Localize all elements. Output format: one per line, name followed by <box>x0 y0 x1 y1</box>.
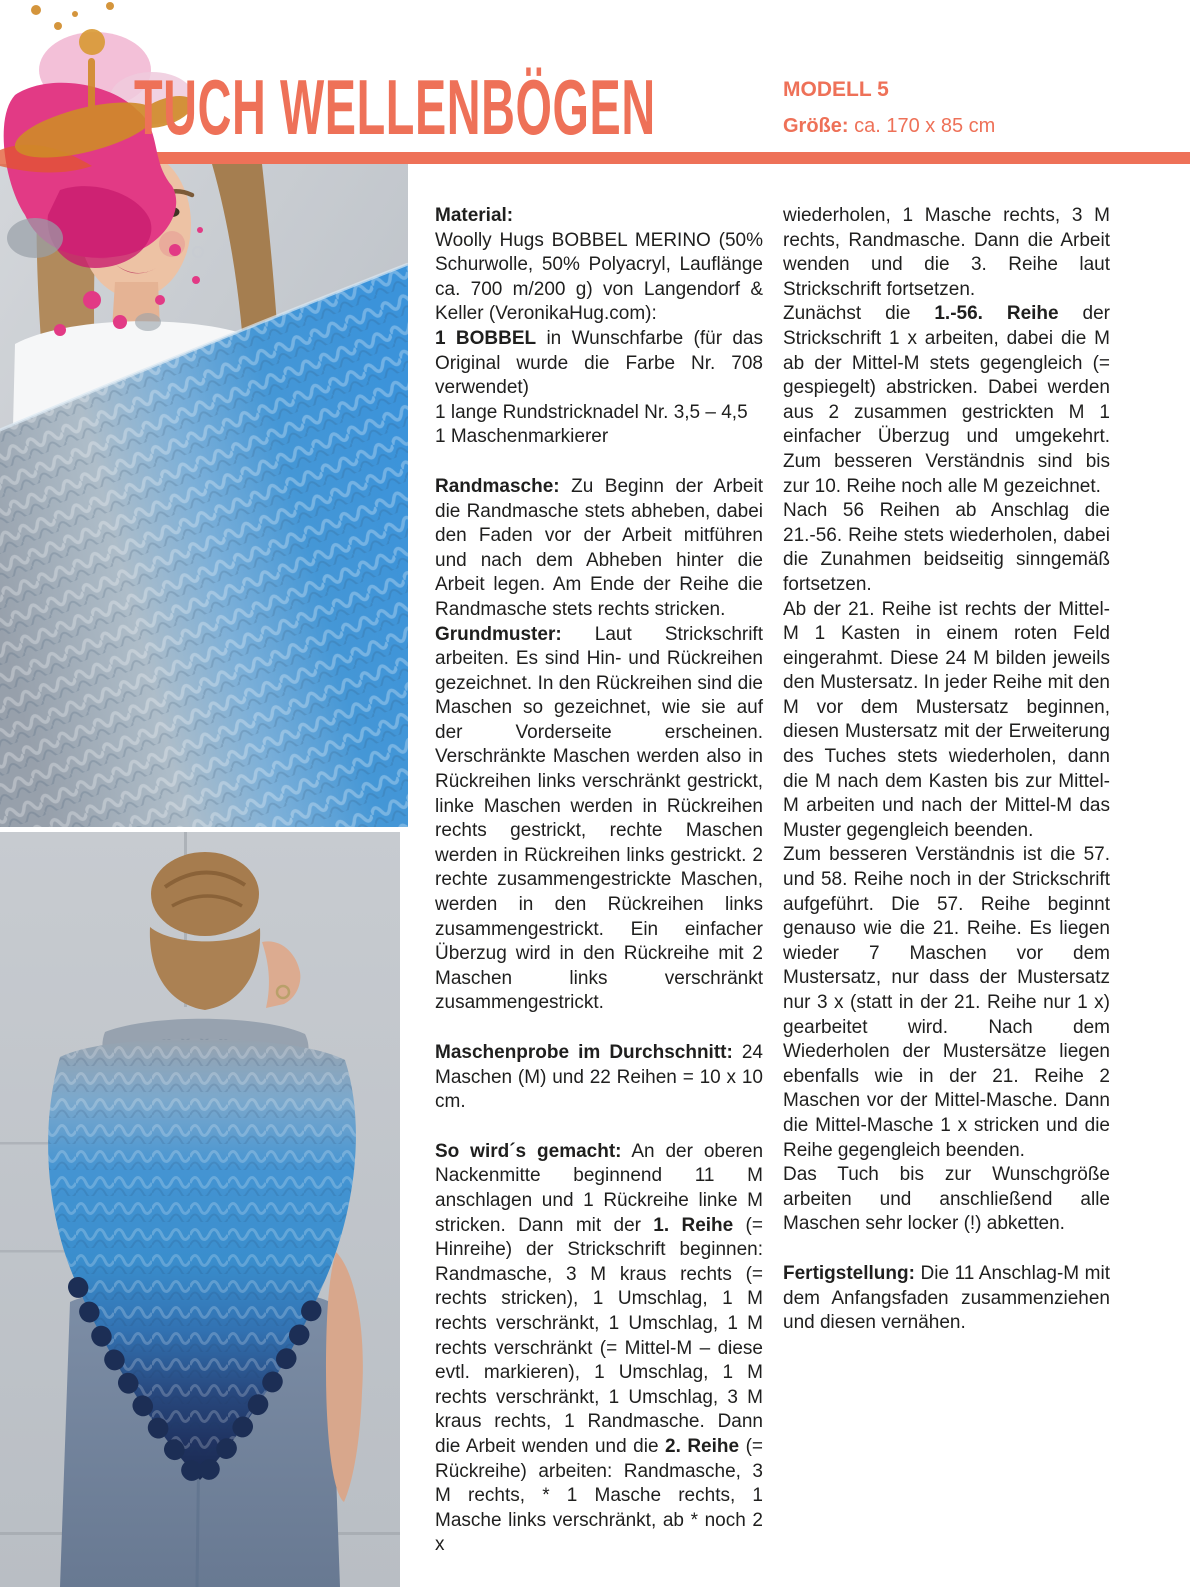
text-run: 24 Maschen (M) und 22 Reihen = 10 x 10 cm. <box>435 1042 763 1113</box>
paragraph <box>435 1041 763 1115</box>
paragraph <box>435 401 763 426</box>
text-run: 1 Maschenmarkierer <box>435 426 609 448</box>
bold-text-run: So wird´s gemacht: <box>435 1140 622 1162</box>
photo-back-illustration <box>0 832 400 1587</box>
accent-bar <box>100 152 1190 164</box>
size-value: ca. 170 x 85 cm <box>854 115 996 137</box>
paragraph <box>435 1140 763 1558</box>
bold-text-run: Randmasche: <box>435 475 560 497</box>
text-run: Zum besseren Verständnis ist die 57. und 58. Reihe noch in der Strickschrift aufgeführt. Die 57. Reihe beginnt genauso wie die 21. Reihe. Es liegen wieder 7 Maschen vor dem Mustersatz, nur dass der Mustersatz nur 3 x (statt in der 21. Reihe nur 1 x) gearbeitet wird. Nach dem Wiederholen der Mustersätze liegen ebenfalls wie in der 21. Reihe 2 Maschen vor der Mittel-Masche. Dann die Mittel-Masche 1 x stricken und die Reihe gegengleich beenden. <box>783 844 1110 1161</box>
text-run: (= Hinreihe) der Strickschrift beginnen: Randmasche, 3 M kraus rechts (= rechts stricken), 1 Umschlag, 1 M rechts verschränkt, 1 Umschlag, 1 M rechts verschränkt (= Mittel-M – diese evtl. markieren), 1 Umschlag, 1 M rechts verschränkt, 1 Umschlag, 3 M kraus rechts, 1 Randmasche. Dann die Arbeit wenden und die <box>435 1214 763 1457</box>
text-run: (= Rückreihe) arbeiten: Randmasche, 3 M rechts, * 1 Masche rechts, 1 Masche links verschränkt, ab * noch 2 x <box>435 1435 763 1556</box>
paragraph <box>783 204 1110 302</box>
paragraph <box>435 623 763 1017</box>
text-run: der Strickschrift 1 x arbeiten, dabei die M ab der Mittel-M stets gegengleich (= gespiegelt) abstricken. Dabei werden aus 2 zusammen gestrickten M 1 einfacher Überzug und umgekehrt. Zum besseren Verständnis sind bis zur 10. Reihe noch alle M gezeichnet. <box>783 303 1110 497</box>
model-info <box>783 78 995 138</box>
paragraph <box>783 499 1110 597</box>
bold-text-run: Material: <box>435 205 514 226</box>
page-title: TUCH WELLENBÖGEN <box>134 63 656 151</box>
text-run: in Wunschfarbe (für das Original wurde die Farbe Nr. 708 verwendet) <box>435 327 763 399</box>
size-label: Größe: <box>783 115 849 137</box>
instructions-column-2 <box>783 204 1110 1336</box>
bold-text-run: 1. Reihe <box>653 1214 734 1236</box>
bold-text-run: Fertigstellung: <box>783 1262 915 1284</box>
paragraph <box>783 1163 1110 1237</box>
text-run: Woolly Hugs BOBBEL MERINO (50% Schurwolle, 50% Polyacryl, Lauflänge ca. 700 m/200 g) von Langendorf & Keller (VeronikaHug.com): <box>435 229 763 325</box>
paragraph <box>783 843 1110 1163</box>
bold-text-run: 2. Reihe <box>665 1435 740 1457</box>
text-run: wiederholen, 1 Masche rechts, 3 M rechts, Randmasche. Dann die Arbeit wenden und die 3. Reihe laut Strickschrift fortsetzen. <box>783 205 1110 300</box>
text-run: Zunächst die <box>783 303 935 325</box>
text-run: Nach 56 Reihen ab Anschlag die 21.-56. Reihe stets wiederholen, dabei die Zunahmen beidseitig sinngemäß fortsetzen. <box>783 500 1110 595</box>
text-run: Das Tuch bis zur Wunschgröße arbeiten und anschließend alle Maschen sehr locker (!) abketten. <box>783 1164 1110 1235</box>
paragraph <box>435 425 763 450</box>
paragraph <box>783 598 1110 844</box>
text-run: Zu Beginn der Arbeit die Randmasche stets abheben, dabei den Faden vor der Arbeit mitführen und nach dem Abheben hinter die Arbeit legen. Am Ende der Reihe die Randmasche stets rechts stricken. <box>435 475 763 620</box>
text-run: Die 11 Anschlag-M mit dem Anfangsfaden zusammenziehen und diesen vernähen. <box>783 1262 1110 1334</box>
bold-text-run: Maschenprobe im Durchschnitt: <box>435 1042 733 1063</box>
instructions-column-1 <box>435 204 763 1558</box>
watercolor-splash-decoration <box>0 0 250 345</box>
paragraph <box>435 327 763 401</box>
text-run: Ab der 21. Reihe ist rechts der Mittel-M 1 Kasten in einem roten Feld eingerahmt. Diese 24 M bilden jeweils den Mustersatz. In jeder Reihe mit den M vor dem Mustersatz beginnen, diesen Mustersatz mit der Erweiterung des Tuches stets wiederholen, dann die M nach dem Kasten bis zur Mittel-M arbeiten und nach der Mittel-M das Muster gegengleich beenden. <box>783 598 1110 841</box>
paragraph <box>783 1262 1110 1336</box>
paragraph <box>435 475 763 623</box>
bold-text-run: 1.-56. Reihe <box>934 303 1059 325</box>
text-run: Laut Strickschrift arbeiten. Es sind Hin- und Rückreihen gezeichnet. In den Rückreihen sind die Maschen so gezeichnet, wie sie auf der Vorderseite erscheinen. Verschränkte Maschen werden also in Rückreihen links verschränkt gestrickt, linke Maschen werden in Rückreihen rechts gestrickt, rechte Maschen werden in Rückreihen links gestrickt. 2 rechte zusammengestrickte Maschen, werden in den Rückreihen links zusammengestrickt. Ein einfacher Überzug wird in den Rückreihe mit 2 Maschen links verschränkt zusammengestrickt. <box>435 623 763 1014</box>
bold-text-run: Grundmuster: <box>435 623 562 645</box>
paragraph <box>435 204 763 229</box>
paragraph <box>783 302 1110 499</box>
bold-text-run: 1 BOBBEL <box>435 327 537 349</box>
size-line <box>783 115 995 138</box>
text-run: 1 lange Rundstricknadel Nr. 3,5 – 4,5 <box>435 401 748 423</box>
text-run: An der oberen Nackenmitte beginnend 11 M anschlagen und 1 Rückreihe linke M stricken. Dann mit der <box>435 1140 764 1236</box>
photo-model-back <box>0 832 400 1587</box>
model-label: MODELL 5 <box>783 78 889 101</box>
paragraph <box>435 229 763 327</box>
